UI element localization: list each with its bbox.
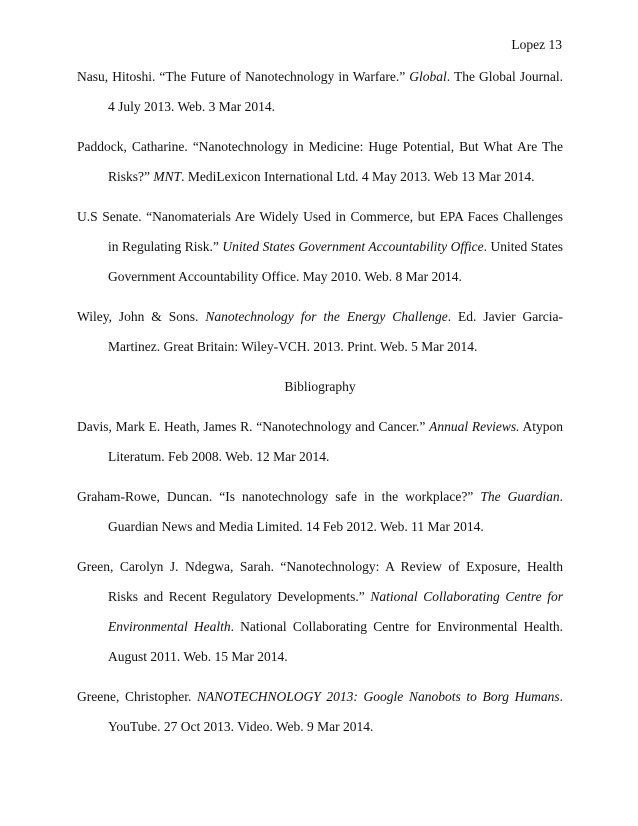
citation-text: Paddock, Catharine. “Nanotechnology in Medicine: Huge Potential, But What Are The Risks?”: [77, 139, 563, 184]
citation-text: Greene, Christopher.: [77, 689, 197, 704]
citation-text: . Ed. Javier Garcia-Martinez. Great Britain: Wiley-VCH. 2013. Print. Web. 5 Mar 2014.: [108, 309, 563, 354]
citation-text: . National Collaborating Centre for Environmental Health. August 2011. Web. 15 Mar 2014.: [108, 619, 563, 664]
citation-text: U.S Senate. “Nanomaterials Are Widely Used in Commerce, but EPA Faces Challenges in Regulating Risk.”: [77, 209, 563, 254]
citation-text: . The Global Journal. 4 July 2013. Web. 3 Mar 2014.: [108, 69, 563, 114]
citation-text: Wiley, John & Sons.: [77, 309, 206, 324]
citation-source-title: NANOTECHNOLOGY 2013: Google Nanobots to Borg Humans: [197, 689, 560, 704]
bibliography-entry: [77, 412, 563, 472]
citation-text: Atypon Literatum. Feb 2008. Web. 12 Mar 2014.: [108, 419, 563, 464]
citation-text: Nasu, Hitoshi. “The Future of Nanotechnology in Warfare.”: [77, 69, 410, 84]
citation-text: Graham-Rowe, Duncan. “Is nanotechnology safe in the workplace?”: [77, 489, 481, 504]
bibliography-entry: [77, 552, 563, 672]
bibliography-entry: [77, 482, 563, 542]
bibliography-heading: Bibliography: [284, 379, 356, 394]
citation-source-title: National Collaborating Centre for Environmental Health: [108, 589, 563, 634]
citation-entry: [77, 202, 563, 292]
citation-source-title: MNT: [153, 169, 182, 184]
citation-source-title: United States Government Accountability Office: [222, 239, 484, 254]
citation-text: Green, Carolyn J. Ndegwa, Sarah. “Nanotechnology: A Review of Exposure, Health Risks and Recent Regulatory Developments.”: [77, 559, 563, 604]
citation-text: . Guardian News and Media Limited. 14 Feb 2012. Web. 11 Mar 2014.: [108, 489, 563, 534]
citation-text: . MediLexicon International Ltd. 4 May 2013. Web 13 Mar 2014.: [181, 169, 535, 184]
entries-container: [77, 62, 563, 752]
citation-source-title: Annual Reviews.: [429, 419, 520, 434]
citation-text: Davis, Mark E. Heath, James R. “Nanotechnology and Cancer.”: [77, 419, 430, 434]
citation-entry: [77, 132, 563, 192]
citation-text: . YouTube. 27 Oct 2013. Video. Web. 9 Mar 2014.: [108, 689, 563, 734]
citation-source-title: Global: [409, 69, 447, 84]
citation-source-title: Nanotechnology for the Energy Challenge: [205, 309, 448, 324]
citation-entry: [77, 62, 563, 122]
bibliography-entry: [77, 682, 563, 742]
page-header: Lopez 13: [511, 37, 562, 52]
citation-entry: [77, 302, 563, 362]
citation-text: . United States Government Accountability Office. May 2010. Web. 8 Mar 2014.: [108, 239, 563, 284]
citation-source-title: The Guardian: [480, 489, 560, 504]
